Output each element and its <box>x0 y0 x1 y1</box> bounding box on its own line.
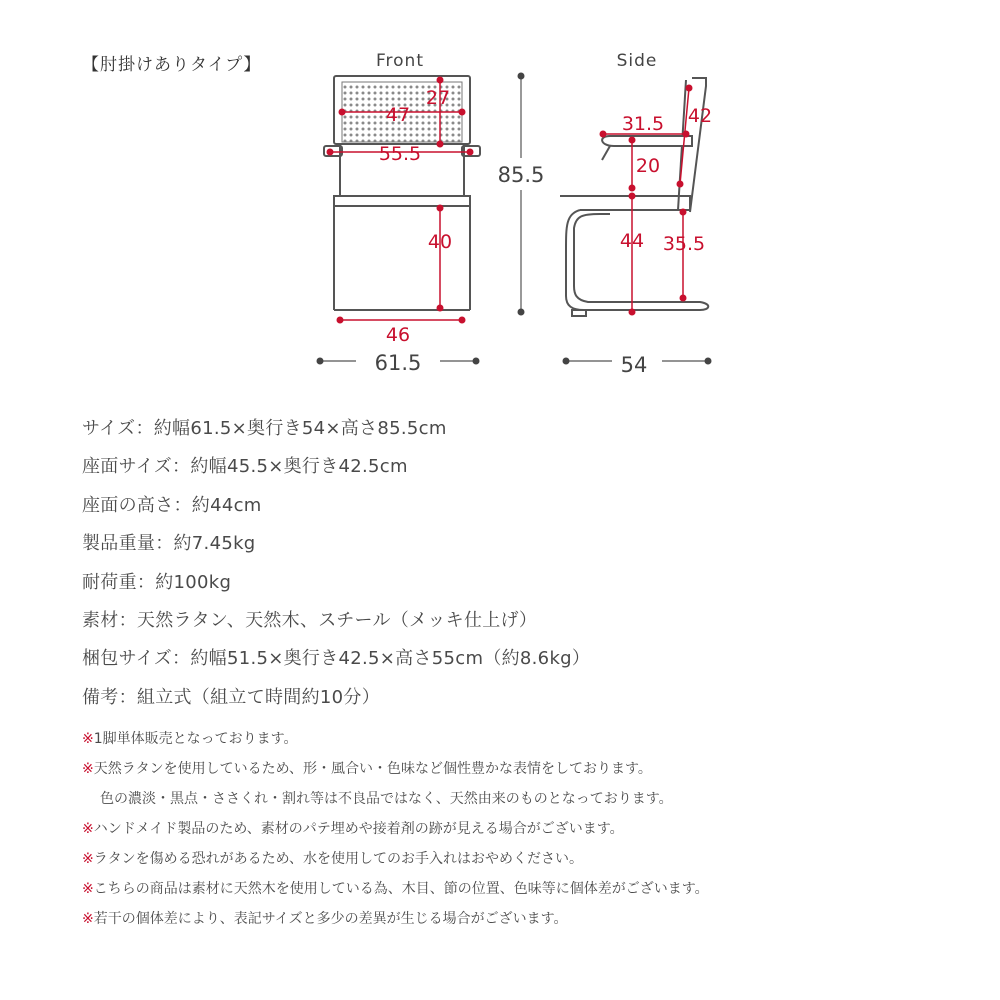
notes-list <box>82 724 709 934</box>
dimension-diagram <box>0 0 1000 400</box>
front-base-width-label: 46 <box>385 324 411 346</box>
note-text: 色の濃淡・黒点・ささくれ・割れ等は不良品ではなく、天然由来のものとなっております。 <box>100 791 673 807</box>
total-height-line <box>518 73 525 316</box>
spec-material: 素材：天然ラタン、天然木、スチール（メッキ仕上げ） <box>82 610 538 632</box>
total-height-label: 85.5 <box>497 163 545 187</box>
front-back-height-label: 27 <box>425 87 451 109</box>
note-text: 若干の個体差により、表記サイズと多少の差異が生じる場合がございます。 <box>93 911 568 927</box>
side-arm-depth-label: 31.5 <box>621 113 665 135</box>
side-seat-height-label: 44 <box>619 230 645 252</box>
note-text: こちらの商品は素材に天然木を使用している為、木目、節の位置、色味等に個体差がございます。 <box>93 881 709 897</box>
note-mark: ※ <box>82 911 94 927</box>
front-seat-height-label: 40 <box>427 231 453 253</box>
spec-size: サイズ：約幅61.5×奥行き54×高さ85.5cm <box>82 418 447 439</box>
side-arm-seat-height-label: 35.5 <box>662 233 706 255</box>
spec-remarks: 備考：組立式（組立て時間約10分） <box>82 686 381 708</box>
note-item <box>82 904 709 934</box>
note-item-continued <box>82 784 709 814</box>
note-text: 天然ラタンを使用しているため、形・風合い・色味など個性豊かな表情をしております。 <box>93 761 652 777</box>
front-total-width-label: 61.5 <box>374 351 422 375</box>
front-label: Front <box>376 51 424 71</box>
front-arm-width-label: 55.5 <box>378 143 422 165</box>
note-text: ラタンを傷める恐れがあるため、水を使用してのお手入れはおやめください。 <box>93 851 584 867</box>
side-label: Side <box>616 51 658 71</box>
note-mark: ※ <box>82 761 94 777</box>
note-item <box>82 754 709 784</box>
spec-seat-height: 座面の高さ：約44cm <box>82 494 262 516</box>
note-text: ハンドメイド製品のため、素材のパテ埋めや接着剤の跡が見える場合がございます。 <box>93 821 624 837</box>
spec-package-size: 梱包サイズ：約幅51.5×奥行き42.5×高さ55cm（約8.6kg） <box>82 648 591 670</box>
note-text: 1脚単体販売となっております。 <box>93 731 298 747</box>
note-item <box>82 724 709 754</box>
note-mark: ※ <box>82 821 94 837</box>
spec-weight: 製品重量：約7.45kg <box>82 533 256 555</box>
front-back-width-label: 47 <box>385 104 411 126</box>
spec-seat-size: 座面サイズ：約幅45.5×奥行き42.5cm <box>82 456 408 478</box>
side-back-height-label: 42 <box>687 105 713 127</box>
spec-load-capacity: 耐荷重：約100kg <box>82 571 232 593</box>
note-mark: ※ <box>82 731 94 747</box>
note-mark: ※ <box>82 881 94 897</box>
note-mark: ※ <box>82 851 94 867</box>
note-item <box>82 814 709 844</box>
side-total-depth-label: 54 <box>620 353 648 377</box>
type-title: 【肘掛けありタイプ】 <box>82 55 262 75</box>
spec-list <box>82 410 590 717</box>
note-item <box>82 844 709 874</box>
note-item <box>82 874 709 904</box>
side-arm-height-label: 20 <box>635 155 661 177</box>
